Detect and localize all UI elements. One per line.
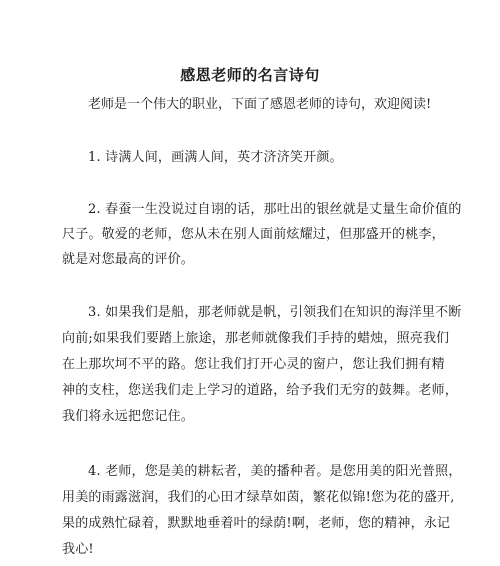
paragraph-4-line-2: 用美的雨露滋润，我们的心田才绿草如茵，繁花似锦!您为花的盛开, xyxy=(62,490,455,505)
document-title: 感恩老师的名言诗句 xyxy=(180,66,320,84)
paragraph-4-line-3: 果的成熟忙碌着，默默地垂着叶的绿荫!啊，老师，您的精神，永记 xyxy=(62,516,451,531)
paragraph-1-line-1: 1. 诗满人间，画满人间，英才济济笑开颜。 xyxy=(88,150,343,165)
paragraph-3-line-3: 在上那坎坷不平的路。您让我们打开心灵的窗户，您让我们拥有精 xyxy=(62,357,445,372)
paragraph-4-line-1: 4. 老师，您是美的耕耘者，美的播种者。是您用美的阳光普照， xyxy=(88,464,462,479)
paragraph-4-line-4: 我心! xyxy=(62,542,94,557)
paragraph-3-line-4: 神的支柱，您送我们走上学习的道路，给予我们无穷的鼓舞。老师， xyxy=(62,383,459,398)
document-intro: 老师是一个伟大的职业，下面了感恩老师的诗句，欢迎阅读! xyxy=(88,97,432,112)
paragraph-3-line-5: 我们将永远把您记住。 xyxy=(62,409,195,424)
paragraph-2-line-1: 2. 春蚕一生没说过自诩的话，那吐出的银丝就是丈量生命价值的 xyxy=(88,202,462,217)
paragraph-3-line-1: 3. 如果我们是船，那老师就是帆，引领我们在知识的海洋里不断 xyxy=(88,305,462,320)
paragraph-3-line-2: 向前;如果我们要踏上旅途，那老师就像我们手持的蜡烛，照亮我们 xyxy=(62,331,450,346)
paragraph-2-line-2: 尺子。敬爱的老师，您从未在别人面前炫耀过，但那盛开的桃李， xyxy=(62,227,445,242)
paragraph-2-line-3: 就是对您最高的评价。 xyxy=(62,252,195,267)
